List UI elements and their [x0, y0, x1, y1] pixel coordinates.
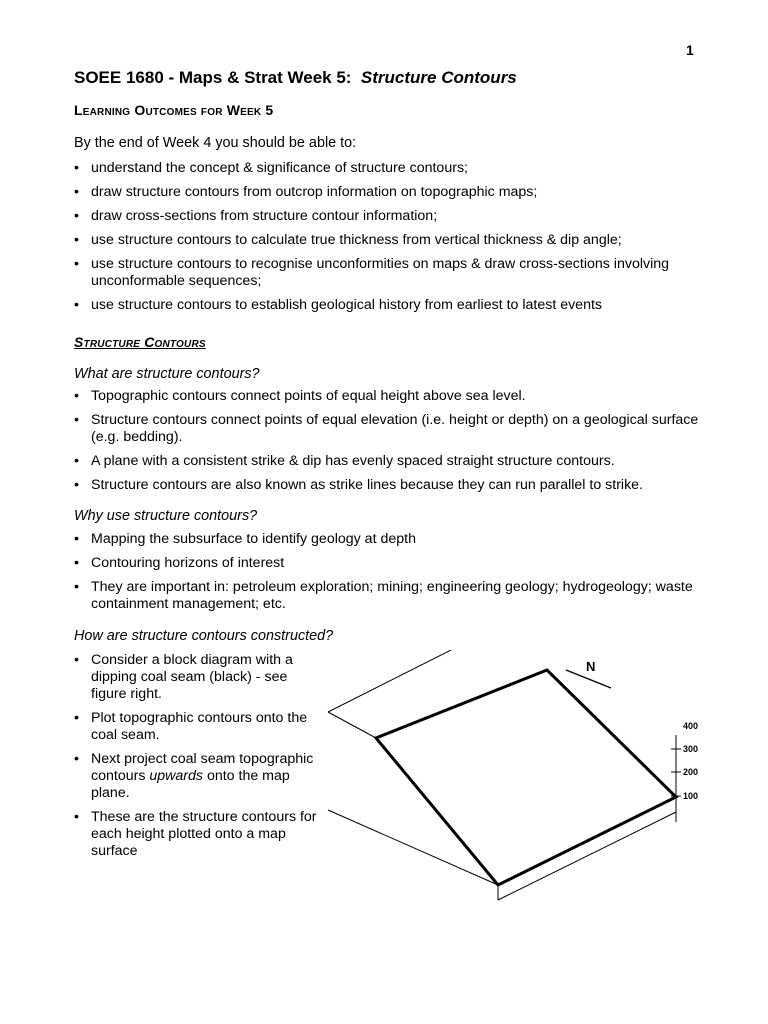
- question-why: Why use structure contours?: [74, 508, 258, 524]
- list-item: • Structure contours connect points of equal elevation (i.e. height or depth) on a geological surface (e.g. bedding).: [74, 412, 714, 446]
- list-item: • use structure contours to calculate true thickness from vertical thickness & dip angle;: [74, 232, 714, 249]
- question-what: What are structure contours?: [74, 366, 260, 382]
- list-item: • use structure contours to recognise unconformities on maps & draw cross-sections involving unconformable sequences;: [74, 256, 714, 290]
- question-how: How are structure contours constructed?: [74, 628, 334, 644]
- coal-seam: [376, 670, 676, 885]
- scale-label-100: 100: [683, 791, 699, 801]
- learning-outcomes-list: [74, 160, 714, 321]
- list-item: • These are the structure contours for each height plotted onto a map surface: [74, 809, 324, 860]
- structure-contours-heading: Structure Contours: [74, 334, 206, 350]
- list-item: • understand the concept & significance of structure contours;: [74, 160, 714, 177]
- list-item: • draw structure contours from outcrop information on topographic maps;: [74, 184, 714, 201]
- list-item: • Topographic contours connect points of equal height above sea level.: [74, 388, 714, 405]
- list-item: • They are important in: petroleum exploration; mining; engineering geology; hydrogeology; waste containment management; etc.: [74, 579, 714, 613]
- list-item: • Consider a block diagram with a dipping coal seam (black) - see figure right.: [74, 652, 324, 703]
- scale-label-300: 300: [683, 744, 699, 754]
- north-label: N: [586, 659, 596, 674]
- map-plane-edge: [328, 712, 376, 738]
- list-item: • Contouring horizons of interest: [74, 555, 714, 572]
- title-main: SOEE 1680 - Maps & Strat Week 5:: [74, 68, 352, 87]
- list-item: • use structure contours to establish geological history from earliest to latest events: [74, 297, 714, 314]
- list-item: • Structure contours are also known as strike lines because they can run parallel to strike.: [74, 477, 714, 494]
- list-item: • Plot topographic contours onto the coal seam.: [74, 710, 324, 744]
- page-title: [74, 68, 517, 88]
- block-edge: [328, 810, 498, 885]
- learning-outcomes-heading: Learning Outcomes for Week 5: [74, 102, 274, 118]
- list-item: • Next project coal seam topographic contours upwards onto the map plane.: [74, 751, 324, 802]
- scale-label-200: 200: [683, 767, 699, 777]
- how-list: [74, 652, 324, 867]
- what-list: [74, 388, 714, 501]
- block-diagram: [310, 650, 710, 910]
- list-item: • Mapping the subsurface to identify geology at depth: [74, 531, 714, 548]
- block-edge: [498, 812, 676, 900]
- why-list: [74, 531, 714, 620]
- list-item: • draw cross-sections from structure contour information;: [74, 208, 714, 225]
- scale-label-400: 400: [683, 721, 699, 731]
- title-subtitle: Structure Contours: [360, 68, 517, 87]
- list-item: • A plane with a consistent strike & dip has evenly spaced straight structure contours.: [74, 453, 714, 470]
- map-plane-edge: [328, 650, 455, 712]
- learning-outcomes-intro: By the end of Week 4 you should be able to:: [74, 135, 357, 151]
- page-number: 1: [686, 42, 694, 58]
